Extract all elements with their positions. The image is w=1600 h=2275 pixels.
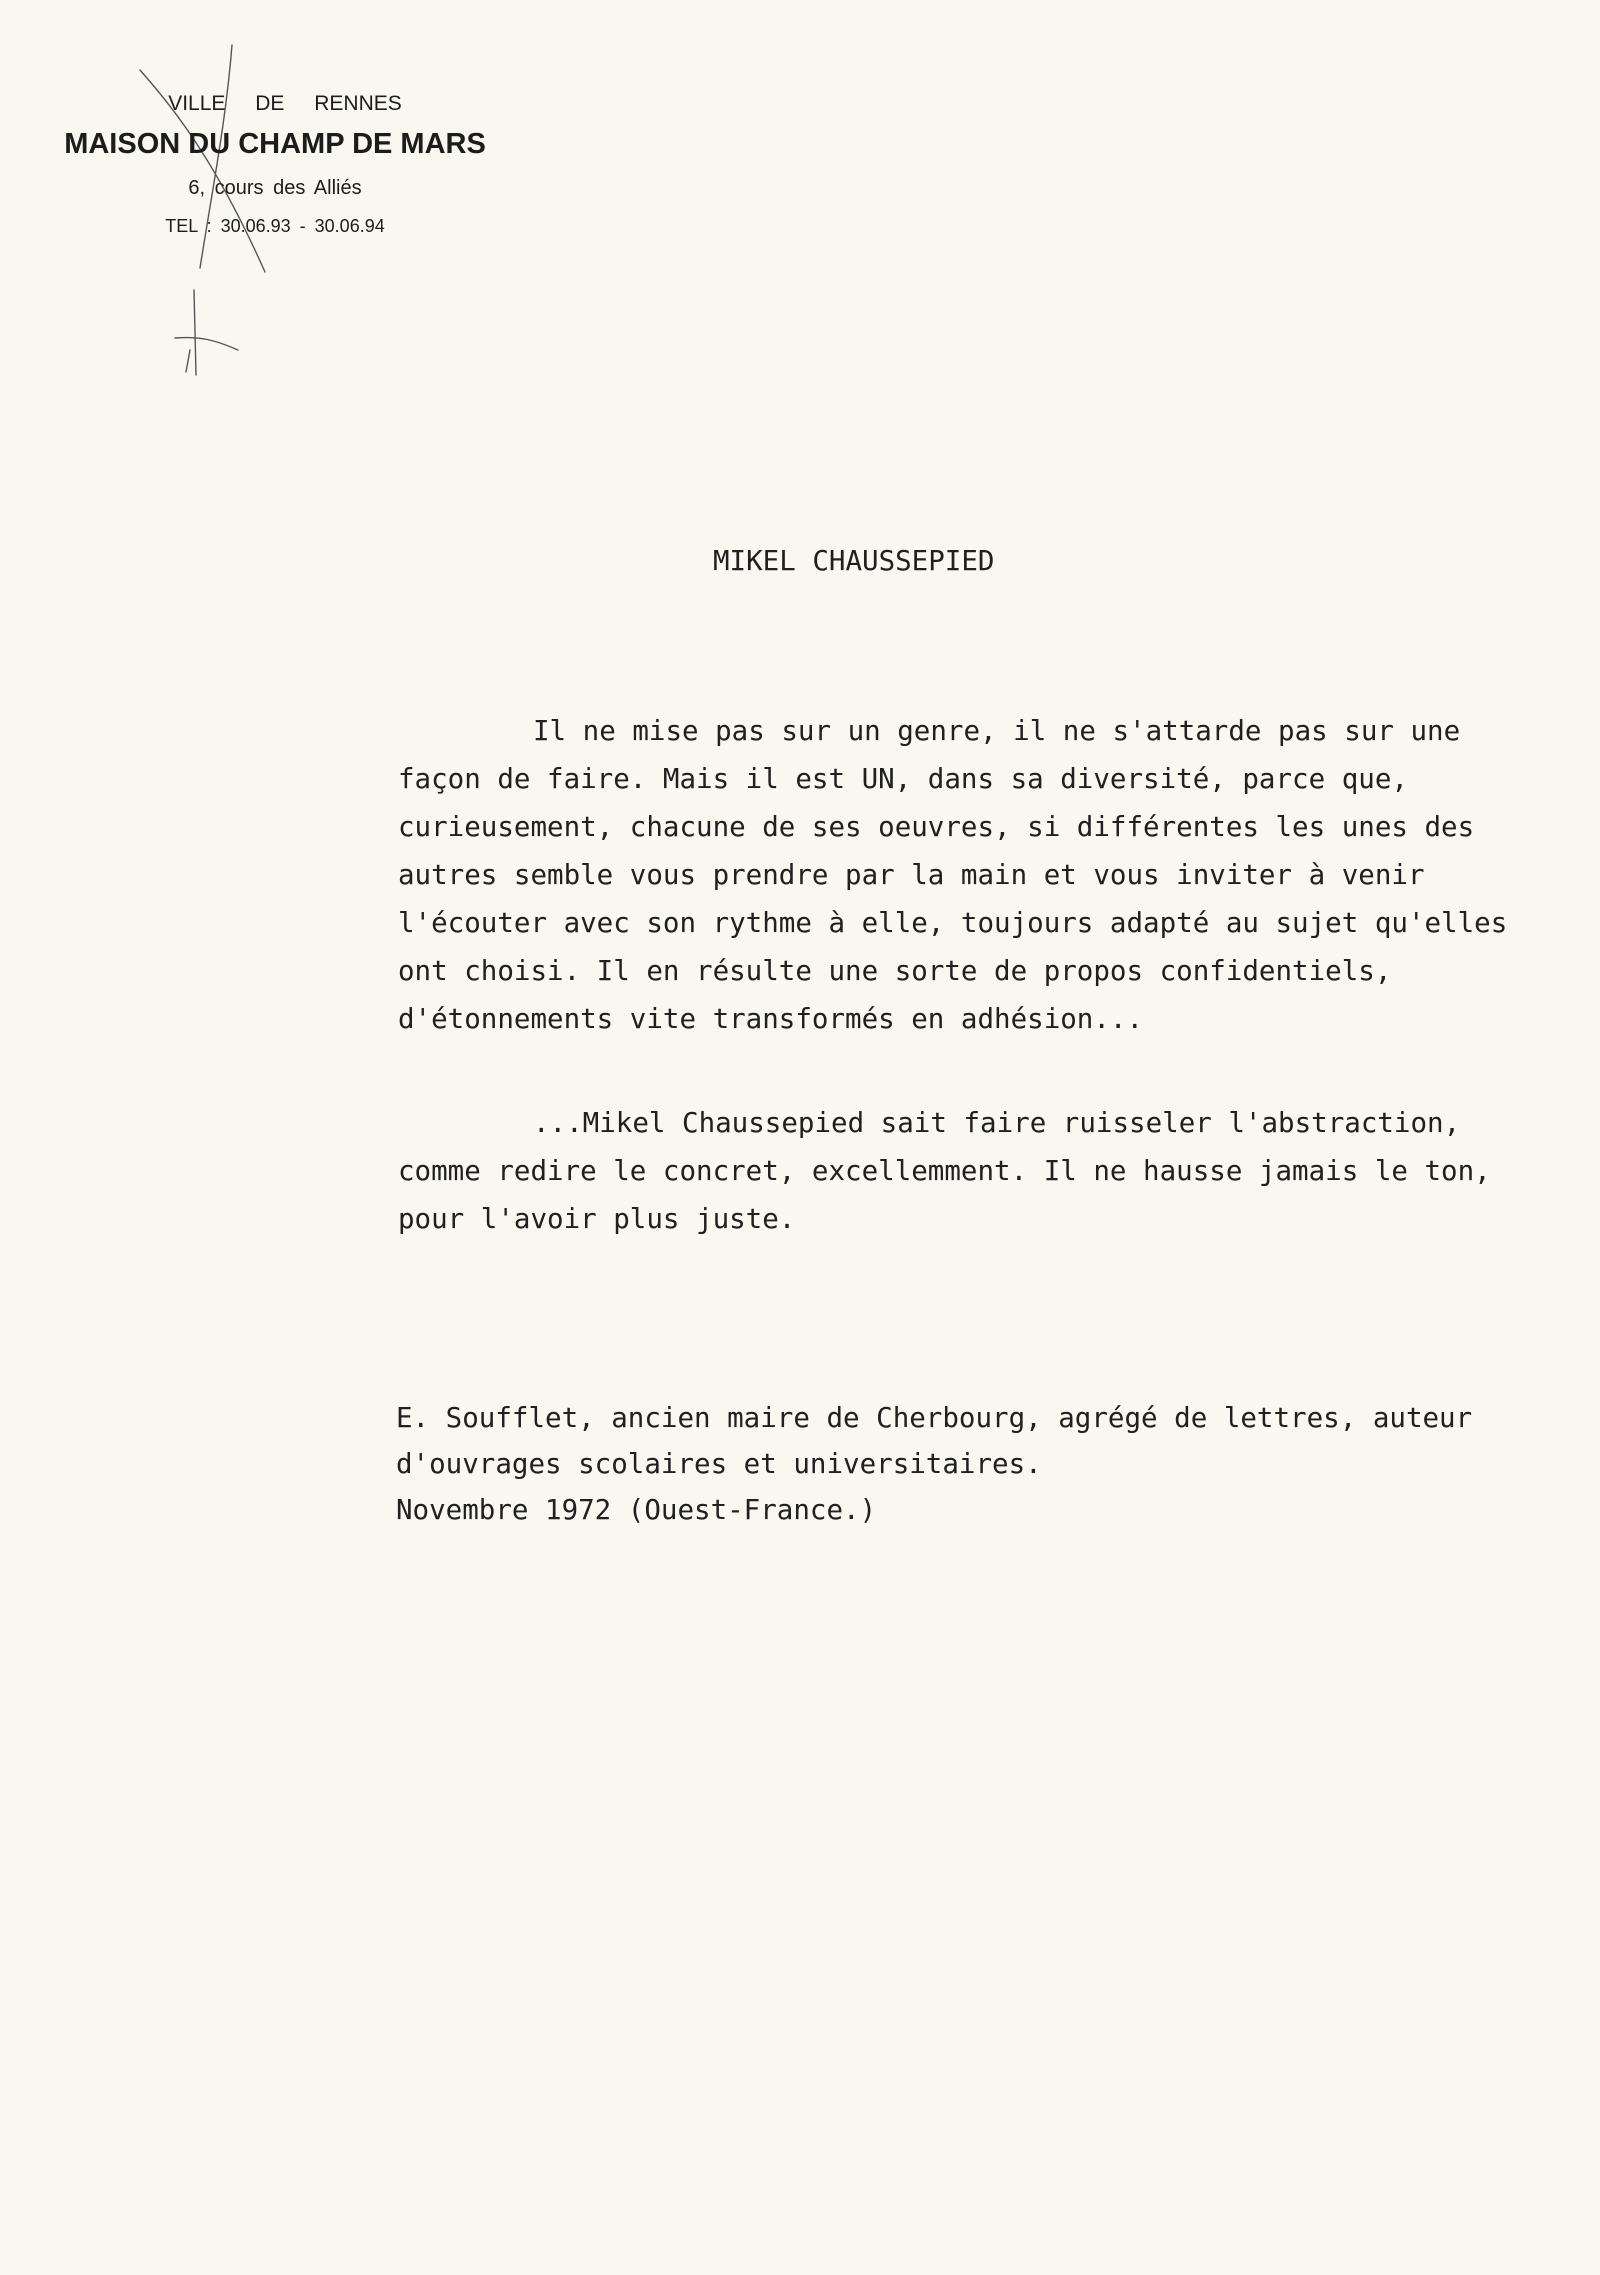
letterhead-city: VILLE DE RENNES bbox=[168, 92, 402, 115]
signature-author-line-2: d'ouvrages scolaires et universitaires. bbox=[396, 1448, 1042, 1480]
letterhead bbox=[40, 92, 510, 237]
body-paragraph-2 bbox=[398, 1099, 1558, 1243]
letterhead-phone: TEL : 30.06.93 - 30.06.94 bbox=[165, 216, 385, 236]
document-title: MIKEL CHAUSSEPIED bbox=[713, 545, 995, 577]
letterhead-address: 6, cours des Alliés bbox=[188, 177, 362, 199]
signature-author-line-1: E. Soufflet, ancien maire de Cherbourg, agrégé de lettres, auteur bbox=[396, 1402, 1473, 1434]
paragraph-text: ...Mikel Chaussepied sait faire ruisseler l'abstraction, comme redire le concret, excellemment. Il ne hausse jamais le ton, pour l'avoir plus juste. bbox=[398, 1107, 1491, 1235]
signature-date-source: Novembre 1972 (Ouest-France.) bbox=[396, 1494, 877, 1526]
signature-block bbox=[396, 1395, 1576, 1533]
body-paragraph-1 bbox=[398, 707, 1558, 1043]
paragraph-text: Il ne mise pas sur un genre, il ne s'attarde pas sur une façon de faire. Mais il est UN, dans sa diversité, parce que, curieusement, chacune de ses oeuvres, si différentes les unes des autres semble vous prendre par la main et vous inviter à venir l'écouter avec son rythme à elle, toujours adapté au sujet qu'elles ont choisi. Il en résulte une sorte de propos confidentiels, d'étonnements vite transformés en adhésion... bbox=[398, 715, 1508, 1035]
letterhead-institution: MAISON DU CHAMP DE MARS bbox=[64, 128, 486, 160]
